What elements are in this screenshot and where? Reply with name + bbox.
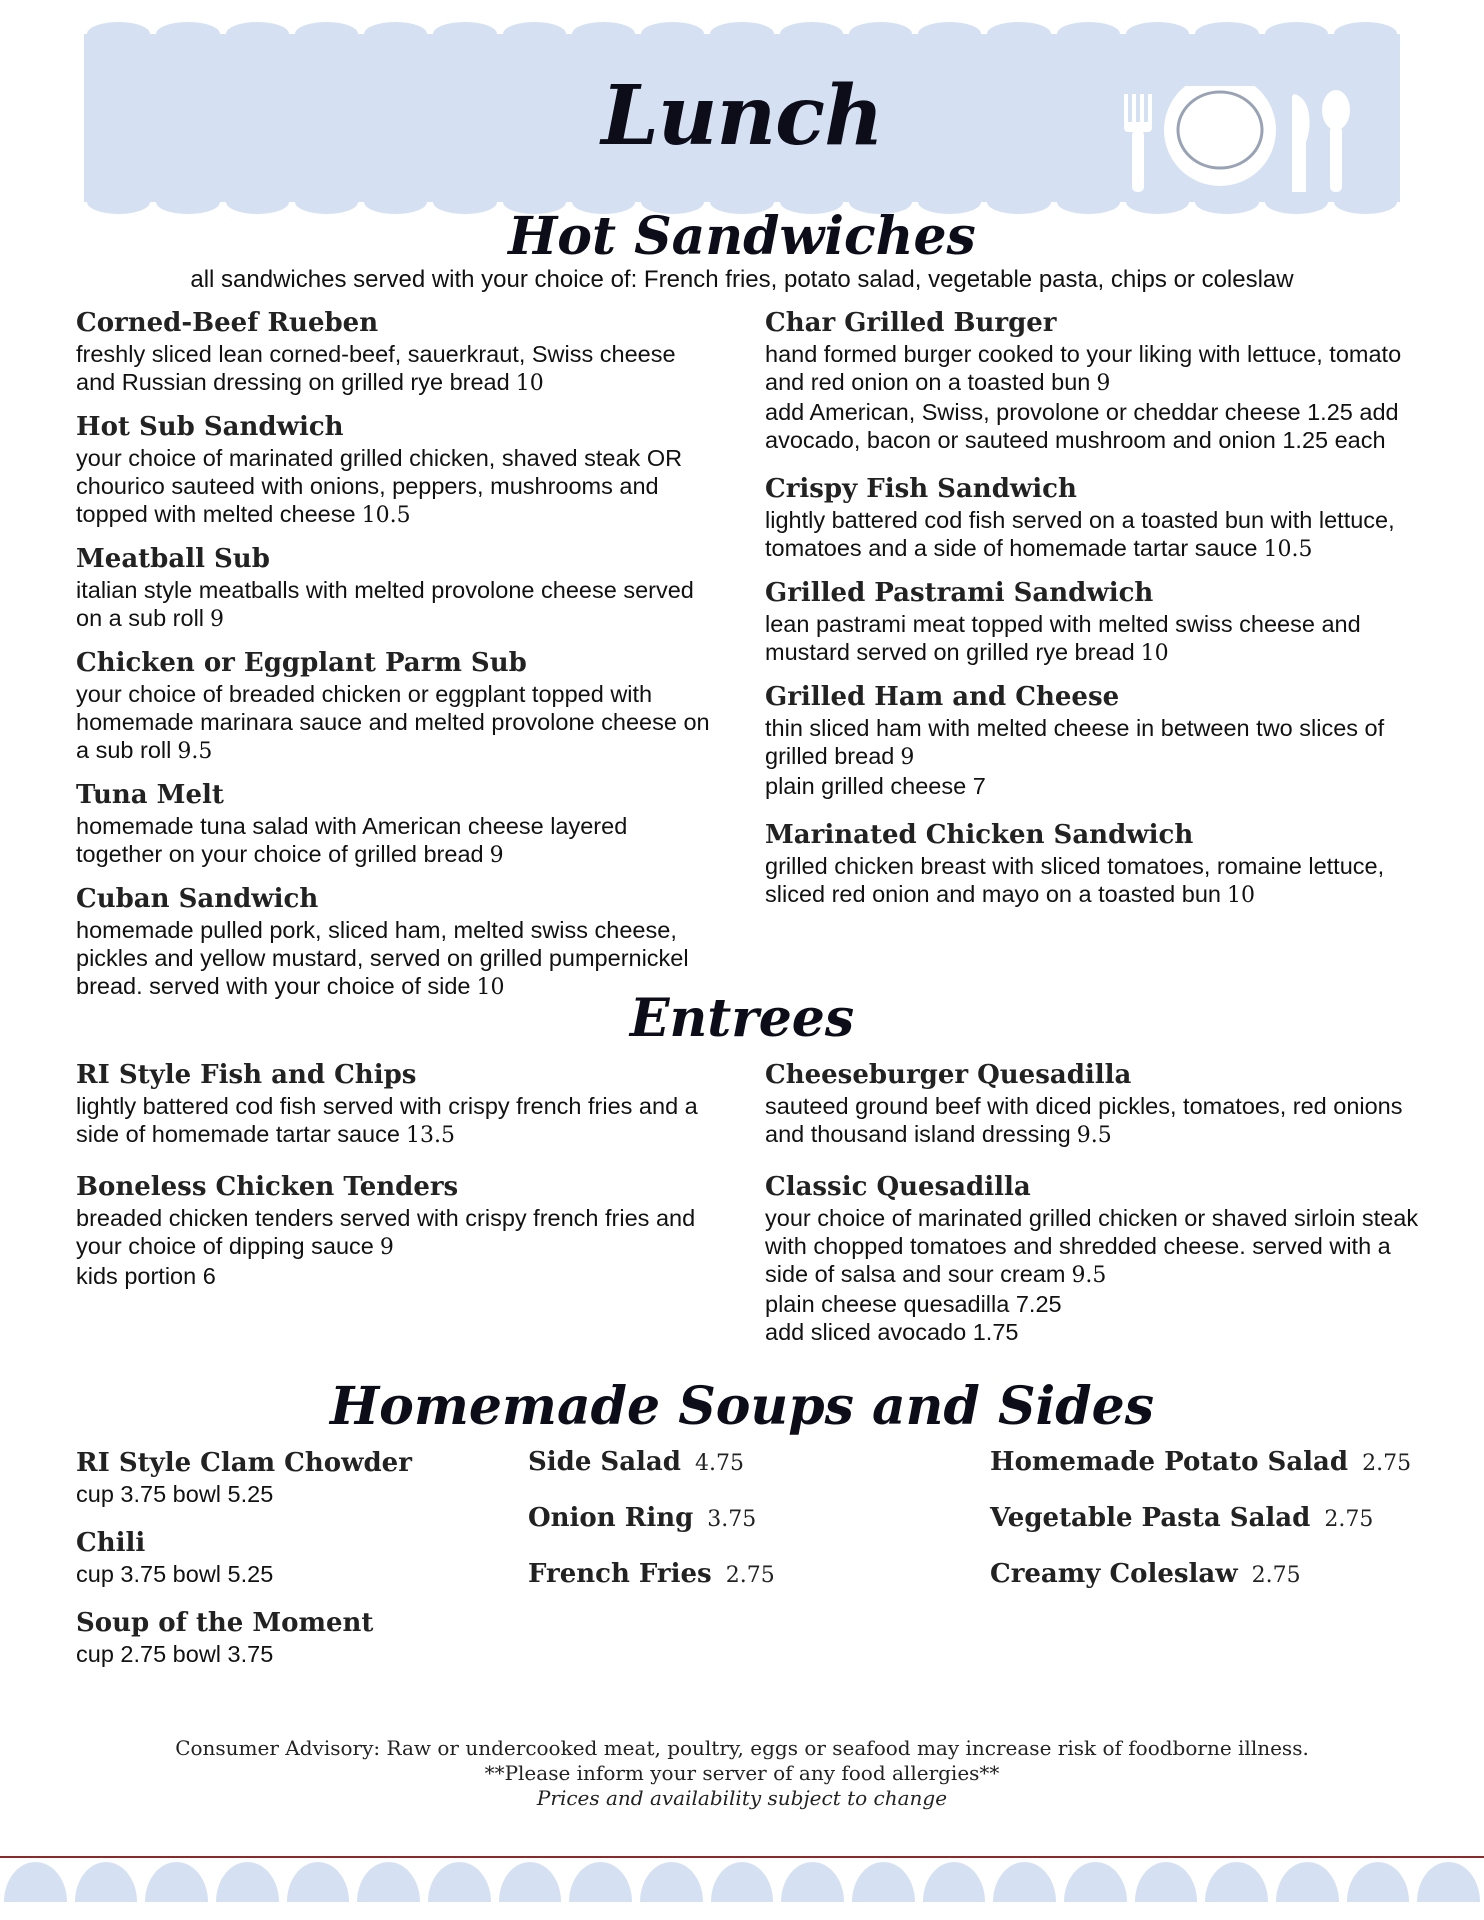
entrees-left-column (76, 1058, 716, 1302)
item-description: cup 3.75 bowl 5.25 (76, 1481, 274, 1507)
item-description: homemade pulled pork, sliced ham, melted swiss cheese, pickles and yellow mustard, served on grilled pumpernickel bread. served with your choice of side 10 (76, 917, 689, 1000)
item-addons: kids portion 6 (76, 1263, 216, 1289)
item-price: 2.75 (725, 1563, 775, 1588)
item-name: Char Grilled Burger (765, 308, 1057, 338)
menu-item (76, 1170, 716, 1290)
item-name: Meatball Sub (76, 544, 270, 574)
footer-rule (0, 1856, 1484, 1858)
menu-item (765, 818, 1415, 910)
item-description: cup 2.75 bowl 3.75 (76, 1641, 274, 1667)
entrees-right-column (765, 1058, 1425, 1358)
item-name: Creamy Coleslaw (990, 1559, 1238, 1589)
item-name: Chili (76, 1528, 146, 1558)
item-price: 9 (1096, 371, 1111, 396)
item-name: Vegetable Pasta Salad (990, 1503, 1311, 1533)
section-title-entrees: Entrees (629, 988, 855, 1049)
menu-item (76, 778, 716, 870)
item-name: Cuban Sandwich (76, 884, 319, 914)
menu-item (765, 472, 1415, 564)
menu-item (765, 576, 1415, 668)
item-price: 2.75 (1362, 1451, 1412, 1476)
menu-item (528, 1502, 948, 1536)
item-price: 10 (476, 975, 505, 1000)
section-title-hot-sandwiches: Hot Sandwiches (508, 206, 976, 267)
item-name: Boneless Chicken Tenders (76, 1172, 459, 1202)
item-name: Classic Quesadilla (765, 1172, 1031, 1202)
menu-item (76, 1526, 496, 1588)
consumer-advisory: Consumer Advisory: Raw or undercooked meat, poultry, eggs or seafood may increase risk of foodborne illness. (175, 1736, 1309, 1760)
item-description: homemade tuna salad with American cheese layered together on your choice of grilled bread 9 (76, 813, 628, 868)
section-title-soups-sides: Homemade Soups and Sides (330, 1376, 1154, 1437)
item-description: your choice of marinated grilled chicken, shaved steak OR chourico sauteed with onions, peppers, mushrooms and topped with melted cheese 10.5 (76, 445, 683, 528)
menu-item (765, 1170, 1425, 1346)
item-price: 10 (1226, 883, 1255, 908)
menu-item (76, 410, 716, 530)
item-name: Grilled Ham and Cheese (765, 682, 1120, 712)
item-price: 9 (379, 1235, 394, 1260)
item-price: 10 (1140, 641, 1169, 666)
item-name: Onion Ring (528, 1503, 694, 1533)
menu-item (765, 1058, 1425, 1150)
menu-item (765, 306, 1415, 454)
item-price: 10.5 (1263, 537, 1313, 562)
price-notice: Prices and availability subject to change (536, 1786, 948, 1810)
item-price: 9.5 (1076, 1123, 1112, 1148)
item-name: Tuna Melt (76, 780, 224, 810)
item-name: French Fries (528, 1559, 712, 1589)
sides-right-column (990, 1446, 1450, 1614)
item-name: Homemade Potato Salad (990, 1447, 1349, 1477)
item-name: Corned-Beef Rueben (76, 308, 379, 338)
item-price: 4.75 (694, 1451, 744, 1476)
menu-item (990, 1446, 1450, 1480)
item-name: RI Style Fish and Chips (76, 1060, 417, 1090)
item-price: 3.75 (707, 1507, 757, 1532)
menu-item (990, 1502, 1450, 1536)
soups-column (76, 1446, 496, 1680)
menu-item (528, 1558, 948, 1592)
menu-item (528, 1446, 948, 1480)
item-name: Chicken or Eggplant Parm Sub (76, 648, 527, 678)
item-description: breaded chicken tenders served with crispy french fries and your choice of dipping sauce 9 (76, 1205, 696, 1260)
footer-notice (0, 1736, 1484, 1811)
item-addons: plain cheese quesadilla 7.25 (765, 1291, 1062, 1317)
item-description: your choice of breaded chicken or eggplant topped with homemade marinara sauce and melted provolone cheese on a sub roll 9.5 (76, 681, 710, 764)
menu-item (765, 680, 1415, 800)
sides-middle-column (528, 1446, 948, 1614)
menu-item (76, 1606, 496, 1668)
item-name: Side Salad (528, 1447, 681, 1477)
item-price: 2.75 (1251, 1563, 1301, 1588)
item-name: Marinated Chicken Sandwich (765, 820, 1194, 850)
menu-item (76, 306, 716, 398)
item-description: lean pastrami meat topped with melted swiss cheese and mustard served on grilled rye bread 10 (765, 611, 1361, 666)
item-addons: add American, Swiss, provolone or cheddar cheese 1.25 add avocado, bacon or sauteed mushroom and onion 1.25 each (765, 399, 1399, 453)
item-name: Hot Sub Sandwich (76, 412, 344, 442)
item-addons: plain grilled cheese 7 (765, 773, 986, 799)
item-price: 10.5 (361, 503, 411, 528)
item-name: RI Style Clam Chowder (76, 1448, 412, 1478)
item-addons: add sliced avocado 1.75 (765, 1319, 1019, 1345)
item-description: hand formed burger cooked to your liking with lettuce, tomato and red onion on a toasted bun 9 (765, 341, 1402, 396)
header-scallops-top (84, 22, 1400, 46)
sandwich-side-note: all sandwiches served with your choice of: French fries, potato salad, vegetable pasta, chips or coleslaw (190, 266, 1294, 293)
item-price: 2.75 (1324, 1507, 1374, 1532)
item-price: 9.5 (1071, 1263, 1107, 1288)
item-name: Cheeseburger Quesadilla (765, 1060, 1132, 1090)
plate-fork-knife-icon (1116, 86, 1356, 194)
menu-item (76, 882, 716, 1002)
item-name: Crispy Fish Sandwich (765, 474, 1077, 504)
item-description: your choice of marinated grilled chicken or shaved sirloin steak with chopped tomatoes and shredded cheese. served with a side of salsa and sour cream 9.5 (765, 1205, 1419, 1288)
item-description: italian style meatballs with melted provolone cheese served on a sub roll 9 (76, 577, 694, 632)
item-description: cup 3.75 bowl 5.25 (76, 1561, 274, 1587)
item-description: lightly battered cod fish served on a toasted bun with lettuce, tomatoes and a side of homemade tartar sauce 10.5 (765, 507, 1395, 562)
item-description: freshly sliced lean corned-beef, sauerkraut, Swiss cheese and Russian dressing on grilled rye bread 10 (76, 341, 676, 396)
item-price: 9 (900, 745, 915, 770)
item-price: 9.5 (177, 739, 213, 764)
menu-item (990, 1558, 1450, 1592)
footer-scallops (0, 1862, 1484, 1902)
page-title: Lunch (601, 68, 883, 164)
item-name: Soup of the Moment (76, 1608, 374, 1638)
item-price: 9 (210, 607, 225, 632)
menu-item (76, 1058, 716, 1150)
item-description: sauteed ground beef with diced pickles, tomatoes, red onions and thousand island dressing 9.5 (765, 1093, 1403, 1148)
hot-sandwiches-left-column (76, 306, 716, 1014)
menu-item (76, 542, 716, 634)
item-name: Grilled Pastrami Sandwich (765, 578, 1154, 608)
item-description: grilled chicken breast with sliced tomatoes, romaine lettuce, sliced red onion and mayo on a toasted bun 10 (765, 853, 1385, 908)
item-price: 10 (515, 371, 544, 396)
item-price: 9 (489, 843, 504, 868)
allergy-notice: **Please inform your server of any food allergies** (484, 1761, 1000, 1785)
menu-item (76, 646, 716, 766)
menu-item (76, 1446, 496, 1508)
item-price: 13.5 (405, 1123, 455, 1148)
hot-sandwiches-right-column (765, 306, 1415, 922)
item-description: lightly battered cod fish served with crispy french fries and a side of homemade tartar sauce 13.5 (76, 1093, 698, 1148)
item-description: thin sliced ham with melted cheese in between two slices of grilled bread 9 (765, 715, 1385, 770)
